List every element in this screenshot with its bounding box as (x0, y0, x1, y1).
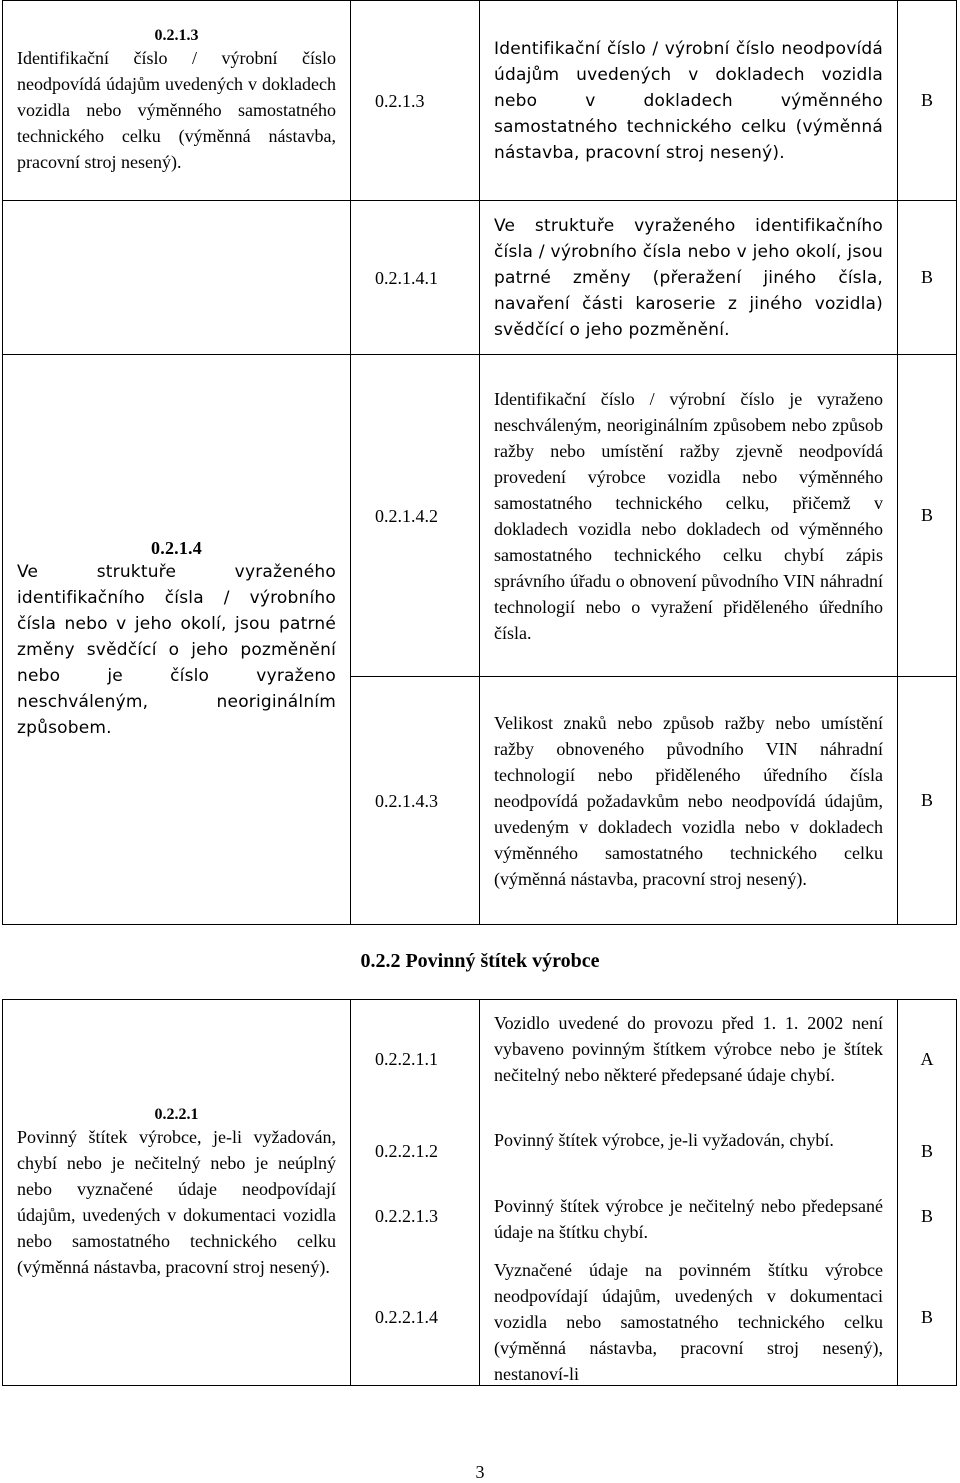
descriptions-column (480, 1000, 898, 1386)
defect-code: 0.2.2.1.1 (375, 1049, 438, 1069)
section-title: 0.2.2 Povinný štítek výrobce (360, 950, 600, 972)
defect-grade: B (898, 201, 957, 355)
defect-grade: B (898, 355, 957, 677)
group-number: 0.2.1.3 (154, 26, 199, 44)
defect-description: Vozidlo uvedené do provozu před 1. 1. 2002 není vybaveno povinným štítkem výrobce nebo je štítek nečitelný nebo některé předepsané údaje chybí. (494, 1013, 883, 1085)
defect-grade: B (898, 1, 957, 201)
defect-description: Povinný štítek výrobce je nečitelný nebo předepsané údaje na štítku chybí. (494, 1196, 883, 1242)
defect-description: Identifikační číslo / výrobní číslo neodpovídá údajům uvedených v dokladech vozidla nebo v dokladech výměnného samostatného technického celku (výměnná nástavba, pracovní stroj nesený). (480, 1, 898, 201)
defect-grade: B (920, 1307, 933, 1327)
group-description: Povinný štítek výrobce, je-li vyžadován, chybí nebo je nečitelný nebo je neúplný nebo vyznačené údaje neodpovídají údajům, uvedených v dokumentaci vozidla nebo samostatného technického celku (výměnná nástavba, pracovní stroj nesený). (17, 1126, 336, 1277)
defect-code: 0.2.1.4.3 (351, 677, 480, 925)
defect-description: Vyznačené údaje na povinném štítku výrobce neodpovídají údajům, uvedených v dokumentaci vozidla nebo samostatného technického celku (výměnná nástavba, pracovní stroj nesený), nestanoví-li (494, 1260, 883, 1384)
group-cell (3, 355, 351, 925)
group-number: 0.2.1.4 (151, 538, 202, 558)
defect-code: 0.2.1.4.1 (351, 201, 480, 355)
defect-code: 0.2.2.1.3 (375, 1206, 438, 1226)
defect-code: 0.2.2.1.4 (375, 1307, 438, 1327)
table-row (3, 1000, 957, 1386)
table-row (3, 1, 957, 201)
group-cell (3, 1, 351, 201)
group-cell (3, 1000, 351, 1386)
empty-group-cell (3, 201, 351, 355)
group-number: 0.2.2.1 (154, 1105, 199, 1123)
defect-grade: A (920, 1049, 934, 1069)
defect-description: Identifikační číslo / výrobní číslo je vyraženo neschváleným, neoriginálním způsobem nebo způsob ražby nebo umístění ražby zjevně neodpovídá provedení výrobce vozidla nebo výměnného samostatného technického celku, přičemž v dokladech vozidla nebo dokladech od výměnného samostatného technického celku chybí zápis správního úřadu o obnovení původního VIN náhradní technologií nebo o vyražení přiděleného úředního čísla. (480, 355, 898, 677)
defect-description: Velikost znaků nebo způsob ražby nebo umístění ražby obnoveného původního VIN náhradní technologií nebo přiděleného úředního čísla neodpovídá požadavkům nebo neodpovídá údajům, uvedeným v dokladech vozidla nebo v dokladech výměnného samostatného technického celku (výměnná nástavba, pracovní stroj nesený). (480, 677, 898, 925)
defect-code: 0.2.2.1.2 (375, 1141, 438, 1161)
group-description: Ve struktuře vyraženého identifikačního čísla / výrobního čísla nebo v jeho okolí, jsou patrné změny svědčící o jeho pozměnění nebo je číslo vyraženo neschváleným, neoriginálním způsobem. (17, 562, 336, 738)
table-row (3, 355, 957, 677)
defect-code: 0.2.1.4.2 (351, 355, 480, 677)
group-description: Identifikační číslo / výrobní číslo neodpovídá údajům uvedených v dokladech vozidla nebo výměnného samostatného technického celku (výměnná nástavba, pracovní stroj nesený). (17, 47, 336, 172)
defect-grade: B (920, 1206, 933, 1226)
defect-description: Ve struktuře vyraženého identifikačního čísla / výrobního čísla nebo v jeho okolí, jsou patrné změny (přeražení jiného čísla, navaření části karoserie z jiného vozidla) svědčící o jeho pozměnění. (480, 201, 898, 355)
defects-table-plate (2, 999, 957, 1386)
defect-code: 0.2.1.3 (351, 1, 480, 201)
table-row (3, 201, 957, 355)
defect-grade: B (898, 677, 957, 925)
defect-description: Povinný štítek výrobce, je-li vyžadován, chybí. (494, 1130, 834, 1150)
page-number: 3 (475, 1462, 485, 1482)
defect-grade: B (920, 1141, 933, 1161)
defects-table-vin (2, 0, 957, 925)
grades-column (898, 1000, 957, 1386)
codes-column (351, 1000, 480, 1386)
